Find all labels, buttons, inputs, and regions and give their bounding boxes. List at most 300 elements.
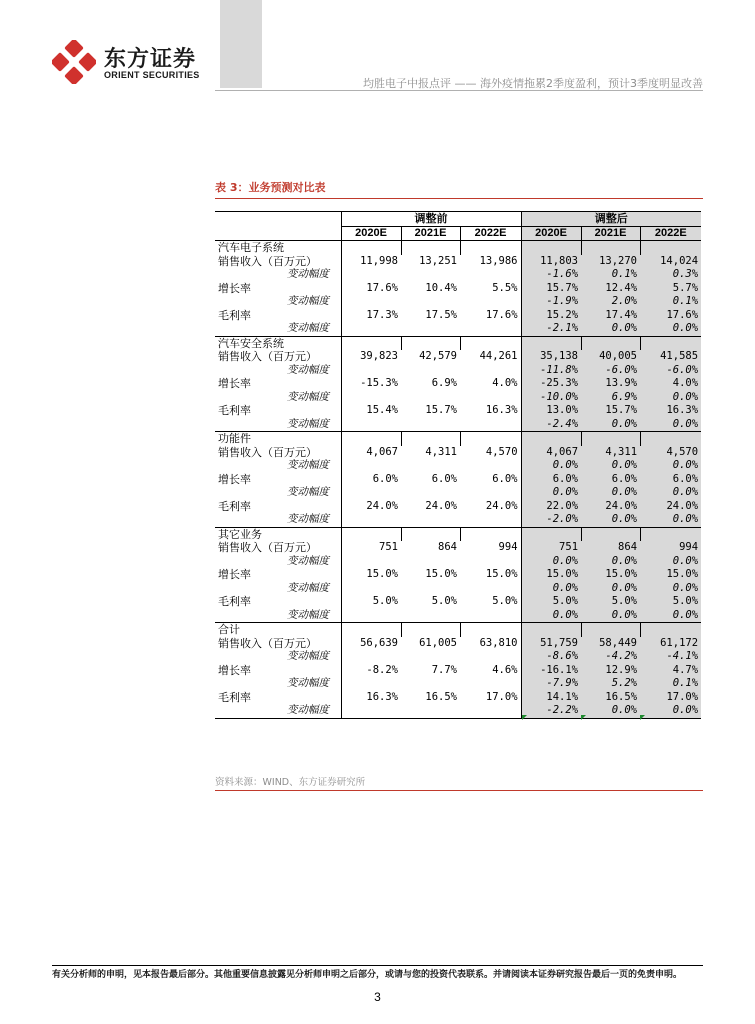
value-cell: 4,570 (640, 446, 701, 460)
value-cell: 0.0% (640, 513, 701, 527)
value-cell: -6.0% (581, 364, 640, 378)
value-cell: 6.0% (521, 473, 581, 487)
row-label: 变动幅度 (287, 581, 329, 594)
value-cell: -8.2% (341, 664, 401, 678)
cell-comment-marker-icon (522, 715, 527, 720)
group-header-after: 调整后 (521, 212, 701, 227)
change-row (215, 555, 701, 569)
forecast-comparison-table (215, 211, 701, 719)
table-source: 资料来源：WIND、东方证券研究所 (215, 777, 366, 788)
value-cell: 0.0% (640, 582, 701, 596)
empty-cell (581, 241, 640, 255)
table-row (215, 446, 701, 460)
change-row (215, 582, 701, 596)
value-cell: 15.0% (341, 568, 401, 582)
value-cell: 5.5% (492, 281, 518, 294)
table-header-group-row (215, 212, 701, 227)
change-row (215, 609, 701, 623)
row-label: 增长率 (218, 663, 251, 677)
value-cell: 0.0% (640, 391, 701, 405)
header-decor-bar (220, 0, 262, 88)
header-corner-2 (215, 226, 341, 241)
value-cell: 6.9% (581, 391, 640, 405)
value-cell: 11,803 (521, 255, 581, 269)
value-cell: 6.0% (640, 473, 701, 487)
value-cell: 16.3% (640, 404, 701, 418)
value-cell: 39,823 (341, 350, 401, 364)
value-cell (401, 268, 460, 282)
section-name: 合计 (215, 623, 341, 637)
value-cell: -2.2% (521, 704, 581, 718)
value-cell: 16.5% (425, 690, 457, 703)
page-number: 3 (374, 990, 381, 1004)
change-row (215, 704, 701, 718)
table-row (215, 595, 701, 609)
table-row (215, 691, 701, 705)
value-cell: 17.4% (581, 309, 640, 323)
empty-cell (341, 432, 401, 446)
row-label: 变动幅度 (287, 513, 329, 525)
value-cell: 61,005 (419, 636, 457, 649)
value-cell: 24.0% (640, 500, 701, 514)
value-cell: 0.0% (521, 582, 581, 596)
value-cell: 0.0% (521, 459, 581, 473)
empty-cell (581, 623, 640, 637)
value-cell: 4.7% (640, 664, 701, 678)
value-cell: 5.0% (521, 595, 581, 609)
value-cell: 6.0% (341, 473, 401, 487)
value-cell: 13,270 (581, 255, 640, 269)
value-cell (341, 364, 401, 378)
empty-cell (401, 623, 460, 637)
value-cell: 0.0% (521, 486, 581, 500)
value-cell: 17.5% (425, 308, 457, 321)
empty-cell (581, 336, 640, 350)
value-cell: 12.9% (581, 664, 640, 678)
value-cell: 4.6% (492, 663, 518, 676)
table-title: 表 3：业务预测对比表 (215, 181, 326, 194)
value-cell (460, 677, 521, 691)
value-cell: 7.7% (431, 663, 457, 676)
value-cell: 22.0% (521, 500, 581, 514)
value-cell: -2.4% (521, 418, 581, 432)
value-cell: 16.3% (341, 691, 401, 705)
table-row (215, 500, 701, 514)
empty-cell (401, 432, 460, 446)
value-cell: 56,639 (341, 637, 401, 651)
empty-cell (460, 623, 521, 637)
value-cell: 751 (521, 541, 581, 555)
row-label: 增长率 (218, 568, 251, 581)
section-name: 其它业务 (215, 527, 341, 541)
empty-cell (341, 623, 401, 637)
row-label: 销售收入（百万元） (218, 541, 317, 554)
section-header-row (215, 432, 701, 446)
value-cell: 41,585 (640, 350, 701, 364)
row-label: 变动幅度 (287, 650, 329, 662)
empty-cell (581, 432, 640, 446)
footer-divider (52, 965, 703, 966)
empty-cell (640, 623, 701, 637)
row-label: 变动幅度 (287, 417, 329, 430)
value-cell (401, 582, 460, 596)
empty-cell (341, 527, 401, 541)
value-cell: 5.0% (431, 595, 457, 607)
value-cell (460, 555, 521, 569)
value-cell (401, 364, 460, 378)
change-row (215, 322, 701, 336)
value-cell: 5.2% (581, 677, 640, 691)
value-cell: 994 (640, 541, 701, 555)
value-cell: 16.5% (581, 691, 640, 705)
table-row (215, 309, 701, 323)
empty-cell (640, 527, 701, 541)
section-header-row (215, 241, 701, 255)
value-cell (341, 555, 401, 569)
value-cell: -16.1% (521, 664, 581, 678)
orient-securities-logo-icon (52, 40, 96, 84)
value-cell: 24.0% (425, 499, 457, 512)
change-row (215, 391, 701, 405)
value-cell (460, 486, 521, 500)
row-label: 毛利率 (218, 690, 251, 704)
value-cell: 5.0% (581, 595, 640, 609)
table-row (215, 664, 701, 678)
empty-cell (401, 527, 460, 541)
year-header: 2022E (460, 226, 521, 241)
value-cell: 0.1% (581, 268, 640, 282)
section-name: 汽车安全系统 (215, 336, 341, 350)
value-cell: 4,067 (341, 446, 401, 460)
value-cell: 751 (341, 541, 401, 555)
value-cell: 0.0% (640, 486, 701, 500)
value-cell: 0.0% (640, 322, 701, 336)
value-cell: 58,449 (581, 637, 640, 651)
value-cell (460, 322, 521, 336)
value-cell (401, 295, 460, 309)
row-label: 增长率 (218, 377, 251, 390)
change-row (215, 486, 701, 500)
value-cell: 24.0% (581, 500, 640, 514)
cell-comment-marker-icon (640, 715, 645, 720)
value-cell: 17.6% (485, 308, 518, 321)
brand-name-cn: 东方证券 (104, 47, 197, 72)
value-cell: 17.0% (485, 690, 518, 703)
value-cell: 4.0% (640, 377, 701, 391)
value-cell: 42,579 (419, 350, 457, 362)
value-cell: 15.7% (425, 404, 457, 416)
value-cell: 4,311 (581, 446, 640, 460)
value-cell: 0.1% (640, 677, 701, 691)
value-cell: 2.0% (581, 295, 640, 309)
value-cell: 15.2% (521, 309, 581, 323)
row-label: 销售收入（百万元） (218, 254, 317, 268)
value-cell: 63,810 (479, 636, 518, 649)
change-row (215, 364, 701, 378)
value-cell: -7.9% (521, 677, 581, 691)
value-cell (341, 582, 401, 596)
value-cell: 13.9% (581, 377, 640, 391)
empty-cell (460, 336, 521, 350)
value-cell: 0.0% (581, 418, 640, 432)
empty-cell (640, 336, 701, 350)
value-cell: -25.3% (521, 377, 581, 391)
year-header: 2021E (581, 226, 640, 241)
group-header-before: 调整前 (341, 212, 521, 227)
value-cell: 61,172 (640, 637, 701, 651)
change-row (215, 268, 701, 282)
empty-cell (460, 241, 521, 255)
empty-cell (640, 432, 701, 446)
empty-cell (640, 241, 701, 255)
value-cell (401, 555, 460, 569)
value-cell (460, 609, 521, 623)
value-cell (460, 704, 521, 718)
value-cell (341, 513, 401, 527)
value-cell: 15.7% (581, 404, 640, 418)
value-cell: -8.6% (521, 650, 581, 664)
value-cell: 15.0% (425, 568, 457, 580)
value-cell (460, 418, 521, 432)
value-cell: 0.0% (640, 609, 701, 623)
empty-cell (521, 336, 581, 350)
value-cell: 15.0% (521, 568, 581, 582)
row-label: 毛利率 (218, 499, 251, 513)
value-cell: -2.0% (521, 513, 581, 527)
row-label: 变动幅度 (287, 677, 329, 689)
value-cell: -10.0% (521, 391, 581, 405)
value-cell: 6.9% (431, 377, 457, 389)
value-cell: 0.0% (521, 609, 581, 623)
header-divider (215, 90, 703, 91)
value-cell (341, 650, 401, 664)
value-cell: -11.8% (521, 364, 581, 378)
value-cell: 15.0% (485, 568, 518, 580)
value-cell: 0.0% (581, 609, 640, 623)
row-label: 变动幅度 (287, 363, 329, 376)
table-row (215, 350, 701, 364)
value-cell: 14,024 (640, 255, 701, 269)
row-label: 变动幅度 (287, 459, 329, 471)
value-cell: 0.3% (640, 268, 701, 282)
value-cell: -15.3% (341, 377, 401, 391)
empty-cell (521, 241, 581, 255)
value-cell: -6.0% (640, 364, 701, 378)
empty-cell (341, 241, 401, 255)
empty-cell (521, 432, 581, 446)
value-cell: 15.4% (341, 404, 401, 418)
value-cell: 13.0% (521, 404, 581, 418)
value-cell (460, 513, 521, 527)
row-label: 销售收入（百万元） (218, 350, 317, 363)
empty-cell (401, 241, 460, 255)
change-row (215, 418, 701, 432)
value-cell (341, 418, 401, 432)
empty-cell (460, 527, 521, 541)
footer-disclaimer: 有关分析师的申明，见本报告最后部分。其他重要信息披露见分析师申明之后部分，或请与您的投资代表联系。并请阅读本证券研究报告最后一页的免责申明。 (52, 970, 683, 980)
table-row (215, 541, 701, 555)
value-cell (460, 582, 521, 596)
value-cell: 17.6% (640, 309, 701, 323)
row-label: 变动幅度 (287, 608, 329, 621)
value-cell (341, 704, 401, 718)
empty-cell (401, 336, 460, 350)
value-cell (401, 513, 460, 527)
value-cell: -4.1% (640, 650, 701, 664)
value-cell (341, 295, 401, 309)
value-cell (460, 459, 521, 473)
value-cell (460, 268, 521, 282)
value-cell (401, 486, 460, 500)
row-label: 毛利率 (218, 404, 251, 417)
row-label: 销售收入（百万元） (218, 636, 317, 650)
value-cell: 13,251 (419, 254, 457, 267)
company-logo (52, 40, 212, 84)
value-cell: 24.0% (485, 499, 518, 512)
value-cell (460, 295, 521, 309)
source-divider (215, 790, 703, 791)
value-cell: 5.0% (492, 595, 518, 607)
value-cell (341, 609, 401, 623)
year-header: 2022E (640, 226, 701, 241)
value-cell (401, 650, 460, 664)
value-cell: 4,067 (521, 446, 581, 460)
value-cell: 13,986 (479, 254, 518, 267)
empty-cell (521, 623, 581, 637)
section-header-row (215, 336, 701, 350)
forecast-table-container (215, 211, 701, 719)
row-label: 变动幅度 (287, 322, 329, 334)
value-cell (401, 418, 460, 432)
empty-cell (581, 527, 640, 541)
value-cell: 0.0% (640, 459, 701, 473)
value-cell: 11,998 (341, 255, 401, 269)
value-cell: 12.4% (581, 282, 640, 296)
change-row (215, 459, 701, 473)
value-cell: 864 (438, 541, 457, 553)
table-row (215, 377, 701, 391)
table-header-year-row (215, 226, 701, 241)
table-row (215, 255, 701, 269)
empty-cell (460, 432, 521, 446)
value-cell: 0.0% (640, 555, 701, 569)
row-label: 变动幅度 (215, 704, 341, 718)
value-cell (401, 322, 460, 336)
value-cell: 0.0% (581, 486, 640, 500)
value-cell: 6.0% (492, 472, 518, 485)
value-cell: 10.4% (425, 281, 457, 294)
row-label: 增长率 (218, 281, 251, 295)
value-cell: 0.0% (521, 555, 581, 569)
value-cell: 0.0% (640, 704, 701, 718)
value-cell (401, 704, 460, 718)
year-header: 2020E (341, 226, 401, 241)
section-header-row (215, 527, 701, 541)
value-cell: 0.0% (581, 513, 640, 527)
change-row (215, 513, 701, 527)
row-label: 变动幅度 (287, 554, 329, 567)
year-header: 2021E (401, 226, 460, 241)
value-cell: 5.7% (640, 282, 701, 296)
value-cell (401, 677, 460, 691)
row-label: 变动幅度 (287, 268, 329, 280)
value-cell: 15.7% (521, 282, 581, 296)
value-cell: -1.9% (521, 295, 581, 309)
value-cell: 40,005 (581, 350, 640, 364)
value-cell: 0.0% (581, 322, 640, 336)
empty-cell (521, 527, 581, 541)
value-cell: 51,759 (521, 637, 581, 651)
empty-cell (341, 336, 401, 350)
value-cell: 6.0% (431, 472, 457, 485)
table-row (215, 404, 701, 418)
report-subtitle: 均胜电子中报点评 —— 海外疫情拖累2季度盈利，预计3季度明显改善 (363, 77, 703, 90)
value-cell: 4.0% (492, 377, 518, 389)
section-name: 汽车电子系统 (215, 241, 341, 255)
value-cell (460, 391, 521, 405)
value-cell: 35,138 (521, 350, 581, 364)
value-cell: 44,261 (479, 350, 518, 362)
value-cell (341, 486, 401, 500)
value-cell (460, 650, 521, 664)
value-cell: 17.6% (341, 282, 401, 296)
year-header: 2020E (521, 226, 581, 241)
section-header-row (215, 623, 701, 637)
table-row (215, 473, 701, 487)
value-cell (401, 459, 460, 473)
cell-comment-marker-icon (581, 715, 586, 720)
value-cell: 4,570 (485, 445, 518, 458)
value-cell: 0.0% (581, 459, 640, 473)
value-cell (341, 677, 401, 691)
value-cell: -4.2% (581, 650, 640, 664)
table-row (215, 637, 701, 651)
value-cell: 864 (581, 541, 640, 555)
change-row (215, 650, 701, 664)
value-cell: 994 (498, 541, 518, 553)
table-row (215, 568, 701, 582)
row-label: 变动幅度 (287, 486, 329, 498)
table-title-divider (215, 198, 703, 199)
change-row (215, 677, 701, 691)
value-cell: 17.0% (640, 691, 701, 705)
value-cell: 0.1% (640, 295, 701, 309)
row-label: 销售收入（百万元） (218, 445, 317, 459)
table-row (215, 282, 701, 296)
value-cell: 14.1% (521, 691, 581, 705)
value-cell: 0.0% (640, 418, 701, 432)
value-cell: 6.0% (581, 473, 640, 487)
value-cell: 24.0% (341, 500, 401, 514)
row-label: 毛利率 (218, 595, 251, 608)
value-cell: 5.0% (640, 595, 701, 609)
value-cell (341, 391, 401, 405)
value-cell: 0.0% (581, 704, 640, 718)
row-label: 变动幅度 (287, 295, 329, 307)
section-name: 功能件 (215, 432, 341, 446)
row-label: 毛利率 (218, 308, 251, 322)
value-cell: -1.6% (521, 268, 581, 282)
value-cell: -2.1% (521, 322, 581, 336)
value-cell (341, 322, 401, 336)
value-cell (401, 609, 460, 623)
value-cell (341, 459, 401, 473)
value-cell (401, 391, 460, 405)
row-label: 变动幅度 (287, 390, 329, 403)
change-row (215, 295, 701, 309)
value-cell: 0.0% (581, 555, 640, 569)
value-cell: 5.0% (341, 595, 401, 609)
